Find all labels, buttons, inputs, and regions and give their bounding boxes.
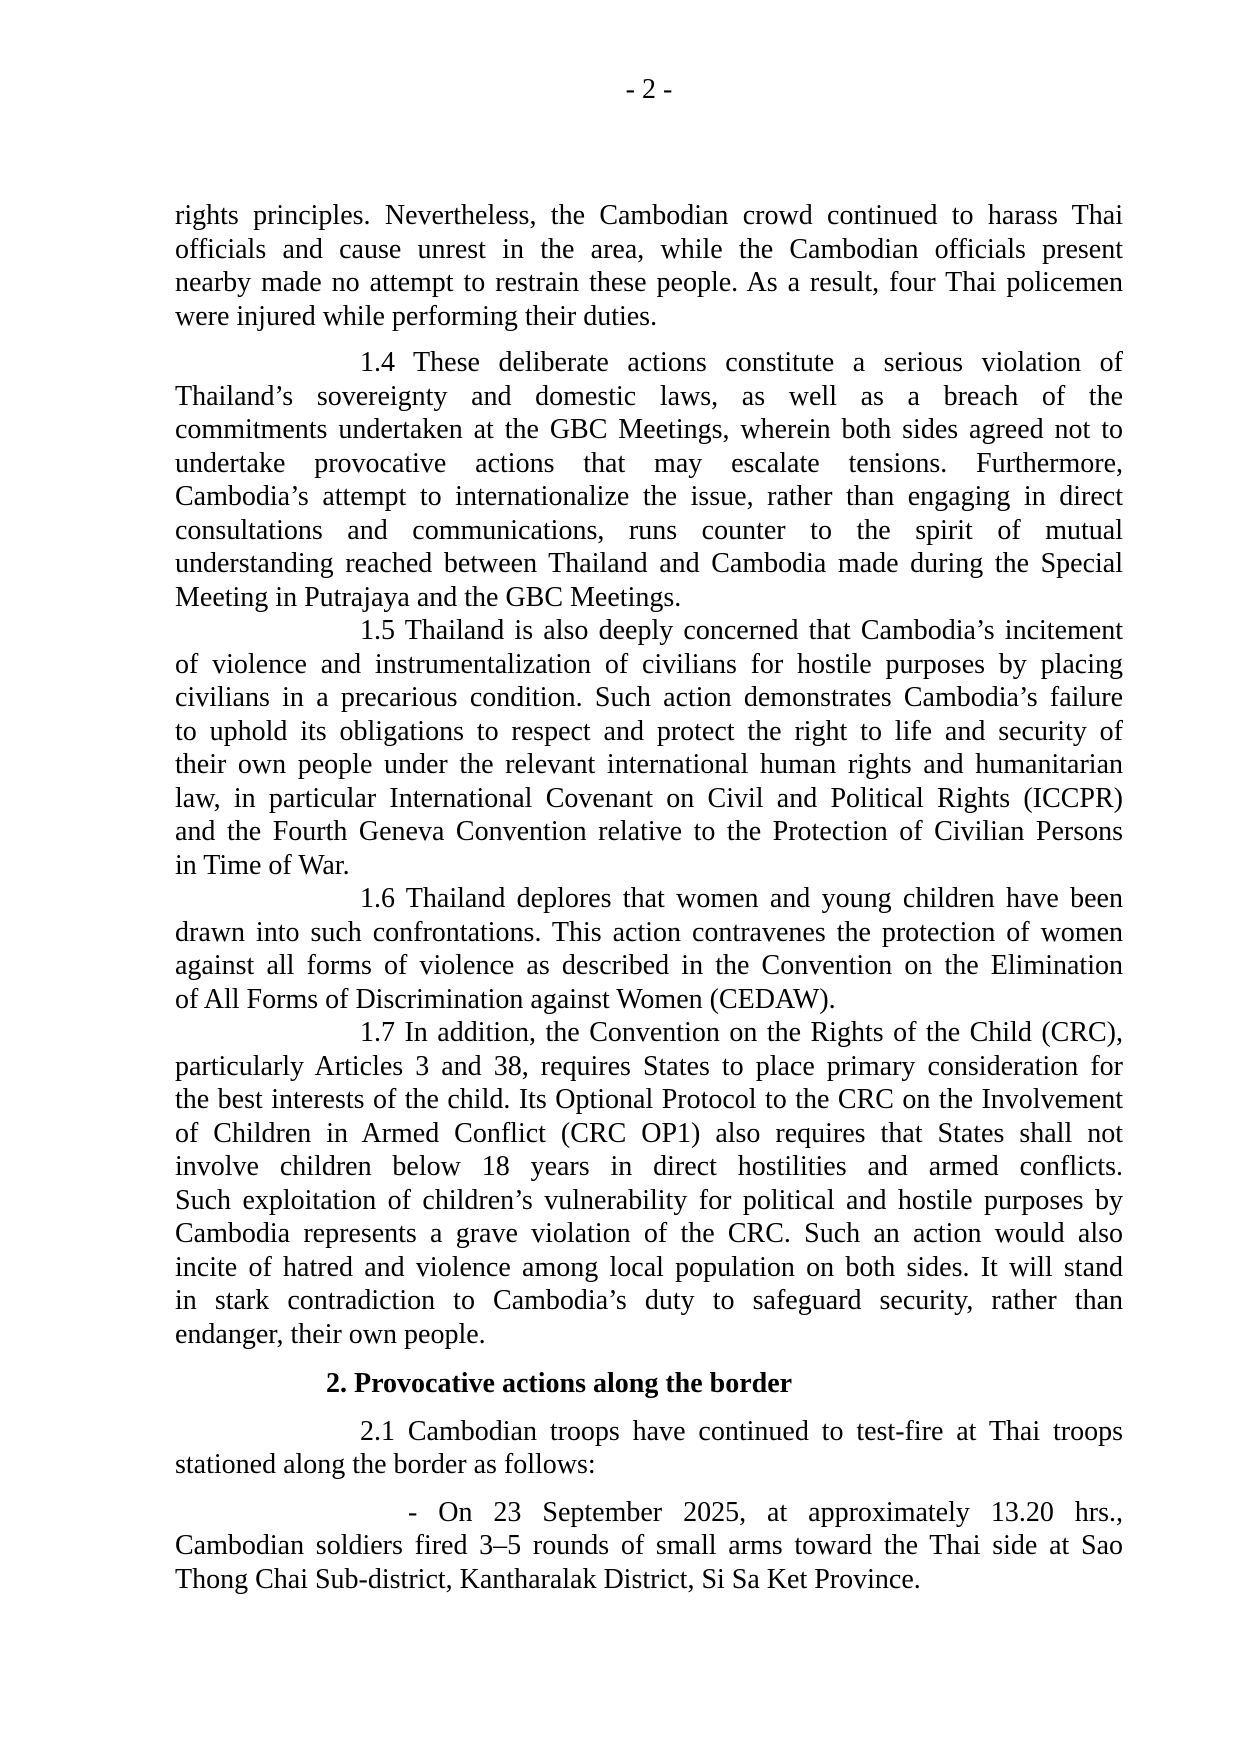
text-line: of All Forms of Discrimination against Women (CEDAW). bbox=[175, 983, 836, 1015]
text-line: stationed along the border as follows: bbox=[175, 1449, 596, 1480]
text-line: particularly Articles 3 and 38, requires States to place primary consideration for bbox=[175, 1050, 1123, 1082]
text-line: incite of hatred and violence among local population on both sides. It will stand bbox=[175, 1251, 1123, 1283]
text-line: undertake provocative actions that may escalate tensions. Furthermore, bbox=[175, 447, 1123, 479]
text-line: consultations and communications, runs counter to the spirit of mutual bbox=[175, 514, 1123, 546]
text-line: 2.1 Cambodian troops have continued to test-fire at Thai troops bbox=[360, 1415, 1123, 1447]
text-line: Cambodian soldiers fired 3–5 rounds of small arms toward the Thai side at Sao bbox=[175, 1530, 1123, 1561]
text-line: involve children below 18 years in direct hostilities and armed conflicts. bbox=[175, 1151, 1123, 1182]
text-line: were injured while performing their duties. bbox=[175, 300, 658, 332]
text-line: Such exploitation of children’s vulnerability for political and hostile purposes by bbox=[175, 1184, 1123, 1216]
document-body bbox=[175, 199, 1123, 1596]
text-line: their own people under the relevant international human rights and humanitarian bbox=[175, 749, 1123, 780]
paragraph-2-1 bbox=[175, 1415, 1123, 1482]
text-line: nearby made no attempt to restrain these people. As a result, four Thai policemen bbox=[175, 267, 1123, 298]
text-line: Meeting in Putrajaya and the GBC Meetings. bbox=[175, 581, 682, 613]
text-line: law, in particular International Covenant on Civil and Political Rights (ICCPR) bbox=[175, 782, 1123, 814]
paragraph-1-6 bbox=[175, 882, 1123, 1016]
text-line: endanger, their own people. bbox=[175, 1318, 486, 1350]
text-line: understanding reached between Thailand and Cambodia made during the Special bbox=[175, 548, 1123, 579]
paragraph-2-1-sub-1 bbox=[175, 1496, 1123, 1597]
paragraph-1-5 bbox=[175, 614, 1123, 882]
text-line: 1.4 These deliberate actions constitute a serious violation of bbox=[360, 347, 1123, 378]
text-line: Cambodia’s attempt to internationalize the issue, rather than engaging in direct bbox=[175, 481, 1123, 512]
text-line: Thong Chai Sub-district, Kantharalak District, Si Sa Ket Province. bbox=[175, 1563, 921, 1595]
section-heading-2: 2. Provocative actions along the border bbox=[326, 1368, 793, 1399]
page-number: - 2 - bbox=[625, 74, 673, 105]
text-line: to uphold its obligations to respect and protect the right to life and security of bbox=[175, 715, 1123, 747]
text-line: Thailand’s sovereignty and domestic laws, as well as a breach of the bbox=[175, 380, 1123, 412]
paragraph-1-4 bbox=[175, 346, 1123, 614]
text-line: of violence and instrumentalization of civilians for hostile purposes by placing bbox=[175, 648, 1123, 680]
text-line: 1.7 In addition, the Convention on the Rights of the Child (CRC), bbox=[360, 1017, 1123, 1048]
text-line: - On 23 September 2025, at approximately 13.20 hrs., bbox=[408, 1496, 1123, 1528]
text-line: against all forms of violence as described in the Convention on the Elimination bbox=[175, 950, 1123, 981]
text-line: officials and cause unrest in the area, while the Cambodian officials present bbox=[175, 233, 1123, 265]
text-line: civilians in a precarious condition. Such action demonstrates Cambodia’s failure bbox=[175, 682, 1123, 713]
text-line: and the Fourth Geneva Convention relative to the Protection of Civilian Persons bbox=[175, 816, 1123, 847]
text-line: of Children in Armed Conflict (CRC OP1) also requires that States shall not bbox=[175, 1117, 1123, 1149]
text-line: rights principles. Nevertheless, the Cambodian crowd continued to harass Thai bbox=[175, 200, 1123, 231]
text-line: the best interests of the child. Its Optional Protocol to the CRC on the Involvement bbox=[175, 1084, 1123, 1115]
text-line: in Time of War. bbox=[175, 849, 350, 881]
text-line: commitments undertaken at the GBC Meetings, wherein both sides agreed not to bbox=[175, 414, 1123, 445]
text-line: in stark contradiction to Cambodia’s duty to safeguard security, rather than bbox=[175, 1285, 1123, 1316]
paragraph-1-7 bbox=[175, 1016, 1123, 1351]
text-line: drawn into such confrontations. This action contravenes the protection of women bbox=[175, 916, 1123, 948]
text-line: 1.6 Thailand deplores that women and young children have been bbox=[360, 883, 1123, 914]
text-line: 1.5 Thailand is also deeply concerned that Cambodia’s incitement bbox=[360, 615, 1123, 646]
text-line: Cambodia represents a grave violation of the CRC. Such an action would also bbox=[175, 1218, 1123, 1249]
paragraph-continuation bbox=[175, 199, 1123, 333]
